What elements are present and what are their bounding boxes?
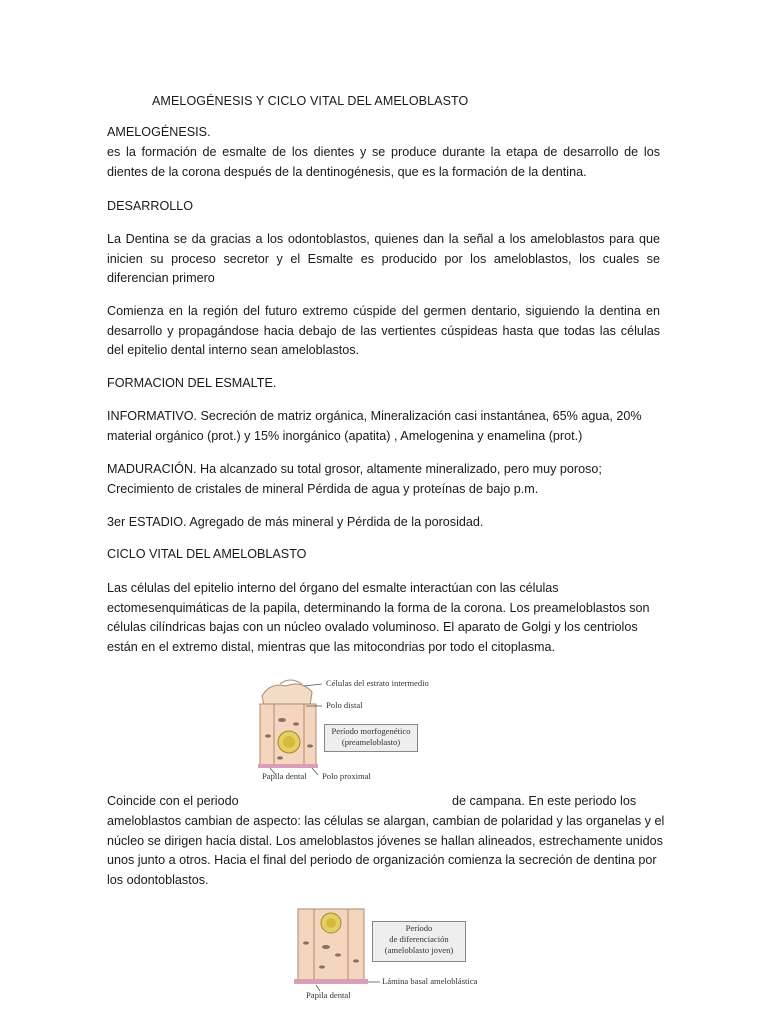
paragraph-desarrollo-1: La Dentina se da gracias a los odontoblastos, quienes dan la señal a los ameloblastos para que inicien su proceso secretor y el Esmalte es producido por los ameloblastos, los cuales se diferencian primero xyxy=(107,232,660,286)
paragraph-line: núcleo se dirigen hacia distal. Los ameloblastos jóvenes se hallan alineados, estrechamente unidos xyxy=(107,833,663,848)
paragraph-line: los odontoblastos. xyxy=(107,872,209,887)
paragraph-line: ameloblastos cambian de aspecto: las células se alargan, cambian de polaridad y las organelas y el xyxy=(107,814,665,828)
paragraph-amelogenesis-definition: es la formación de esmalte de los dientes y se produce durante la etapa de desarrollo de los dientes de la corona después de la dentinogénesis, que es la formación de la dentina. xyxy=(107,145,660,179)
paragraph-informativo xyxy=(107,407,660,446)
figure-label-papila: Papila dental xyxy=(306,990,351,1000)
paragraph-line: material orgánico (prot.) y 15% inorgánico (apatita) , Amelogenina y enamelina (prot.) xyxy=(107,428,583,443)
paragraph-line: Las células del epitelio interno del órgano del esmalte interactúan con las células xyxy=(107,581,559,595)
figure-box-line: (ameloblasto joven) xyxy=(384,945,454,955)
paragraph-line: MADURACIÓN. Ha alcanzado su total grosor, altamente mineralizado, pero muy poroso; xyxy=(107,462,602,476)
paragraph-line: unos junto a otros. Hacia el final del periodo de organización comienza la secreción de dentina por xyxy=(107,853,657,868)
figure-preameloblast xyxy=(256,676,456,784)
figure-label-papila: Papila dental xyxy=(262,771,307,781)
figure-box-line: Período morfogenético xyxy=(331,726,411,736)
paragraph-tercer-estadio: 3er ESTADIO. Agregado de más mineral y Pérdida de la porosidad. xyxy=(107,515,484,529)
figure-box-line: Período xyxy=(405,923,433,933)
paragraph-coincide-body xyxy=(107,812,665,890)
heading-formacion-esmalte: FORMACION DEL ESMALTE. xyxy=(107,376,277,390)
heading-amelogenesis: AMELOGÉNESIS. xyxy=(107,125,211,139)
paragraph-line: Crecimiento de cristales de mineral Pérdida de agua y proteínas de bajo p.m. xyxy=(107,481,539,496)
paragraph-line: ectomesenquimáticas de la papila, determinando la forma de la corona. Los preameloblastos son xyxy=(107,600,650,615)
document-title: AMELOGÉNESIS Y CICLO VITAL DEL AMELOBLASTO xyxy=(152,94,469,108)
paragraph-coincide-start: Coincide con el periodo xyxy=(107,794,239,808)
figure-box-periodo-morfogenetico xyxy=(324,724,418,752)
paragraph-maduracion xyxy=(107,460,660,499)
paragraph-desarrollo-2: Comienza en la región del futuro extremo cúspide del germen dentario, siguiendo la dentina en desarrollo y propagándose hacia debajo de las vertientes cúspideas hasta que todas las células del epitelio dental interno sean ameloblastos. xyxy=(107,304,660,358)
figure-label-polo-distal: Polo distal xyxy=(326,700,363,710)
figure-label-estrato: Células del estrato intermedio xyxy=(326,678,429,688)
heading-ciclo-vital: CICLO VITAL DEL AMELOBLASTO xyxy=(107,547,307,561)
paragraph-line: INFORMATIVO. Secreción de matriz orgánica, Mineralización casi instantánea, 65% agua, 20% xyxy=(107,409,642,423)
figure-box-line: de diferenciación xyxy=(389,934,449,944)
paragraph-line: están en el extremo distal, mientras que las mitocondrias por todo el citoplasma. xyxy=(107,639,556,654)
figure-box-periodo-diferenciacion xyxy=(372,921,466,962)
figure-label-polo-proximal: Polo proximal xyxy=(322,771,371,781)
heading-desarrollo: DESARROLLO xyxy=(107,199,194,213)
figure-label-lamina-basal: Lámina basal ameloblástica xyxy=(382,976,478,986)
paragraph-ciclo-vital xyxy=(107,579,660,657)
figure-box-line: (preameloblasto) xyxy=(341,737,401,747)
figure-young-ameloblast xyxy=(292,905,492,1005)
paragraph-line: células cilíndricas bajas con un núcleo ovalado voluminoso. El aparato de Golgi y los centriolos xyxy=(107,620,638,635)
paragraph-coincide-end: de campana. En este periodo los xyxy=(452,794,637,808)
